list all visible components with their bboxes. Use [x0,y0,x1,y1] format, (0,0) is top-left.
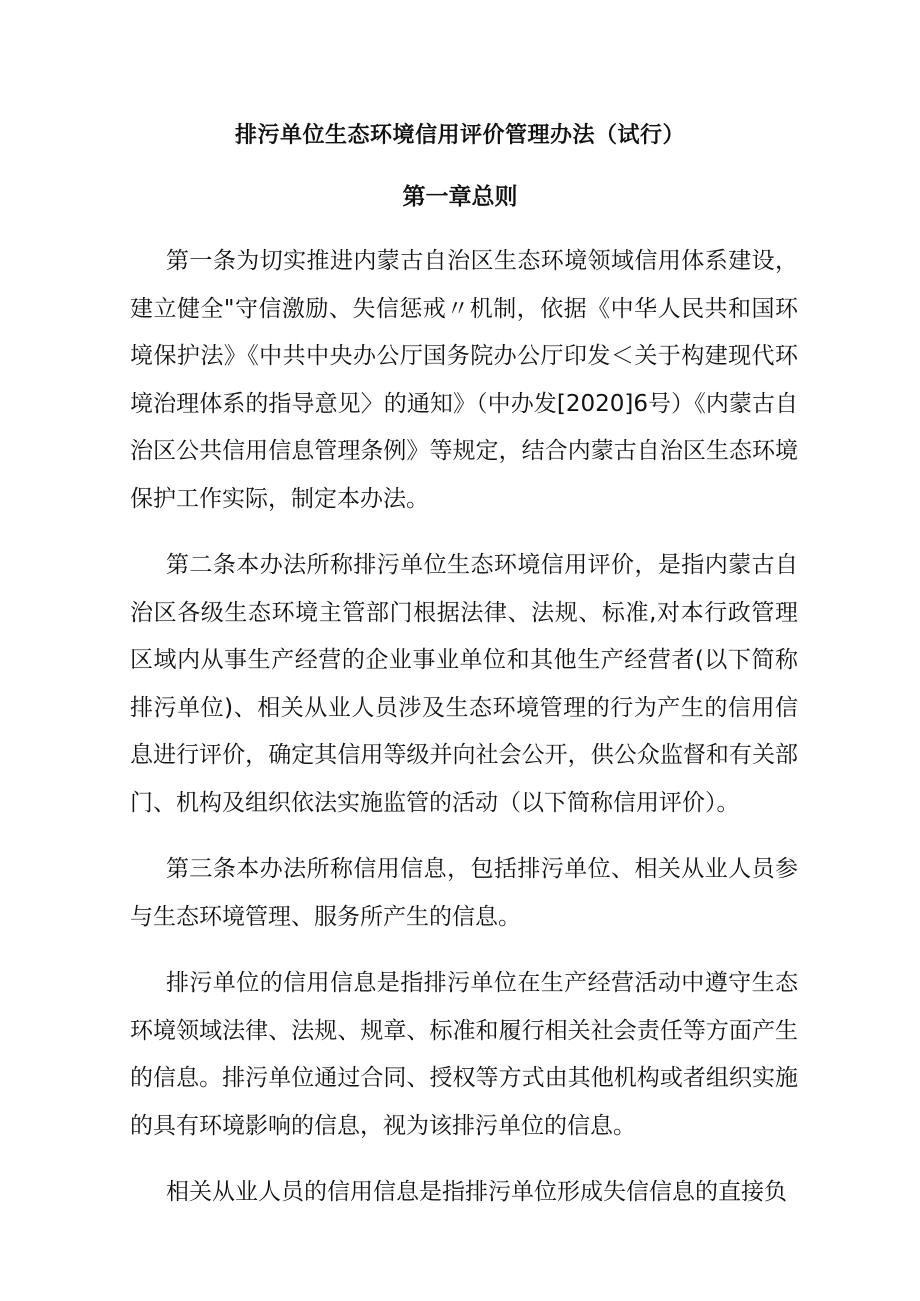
document-body [130,238,798,1236]
article-2-paragraph: 第二条本办法所称排污单位生态环境信用评价，是指内蒙古自治区各级生态环境主管部门根据法律、法规、标准,对本行政管理区域内从事生产经营的企业事业单位和其他生产经营者(以下简称排污单位)、相关从业人员涉及生态环境管理的行为产生的信用信息进行评价，确定其信用等级并向社会公开，供公众监督和有关部门、机构及组织依法实施监管的活动（以下简称信用评价）。 [130,552,798,816]
chapter-heading: 第一章总则 [402,184,518,210]
document-title: 排污单位生态环境信用评价管理办法（试行） [234,123,685,148]
article-3-paragraph: 第三条本办法所称信用信息，包括排污单位、相关从业人员参与生态环境管理、服务所产生的信息。 [130,856,798,930]
article-1-paragraph: 第一条为切实推进内蒙古自治区生态环境领域信用体系建设，建立健全"守信激励、失信惩戒〃机制，依据《中华人民共和国环境保护法》《中共中央办公厅国务院办公厅印发＜关于构建现代环境治理体系的指导意见〉的通知》（中办发[2020]6号）《内蒙古自治区公共信用信息管理条例》等规定，结合内蒙古自治区生态环境保护工作实际，制定本办法。 [130,248,798,512]
unit-credit-info-paragraph: 排污单位的信用信息是指排污单位在生产经营活动中遵守生态环境领域法律、法规、规章、标准和履行相关社会责任等方面产生的信息。排污单位通过合同、授权等方式由其他机构或者组织实施的具有环境影响的信息，视为该排污单位的信息。 [130,970,798,1139]
staff-credit-info-paragraph: 相关从业人员的信用信息是指排污单位形成失信信息的直接负 [166,1179,787,1205]
